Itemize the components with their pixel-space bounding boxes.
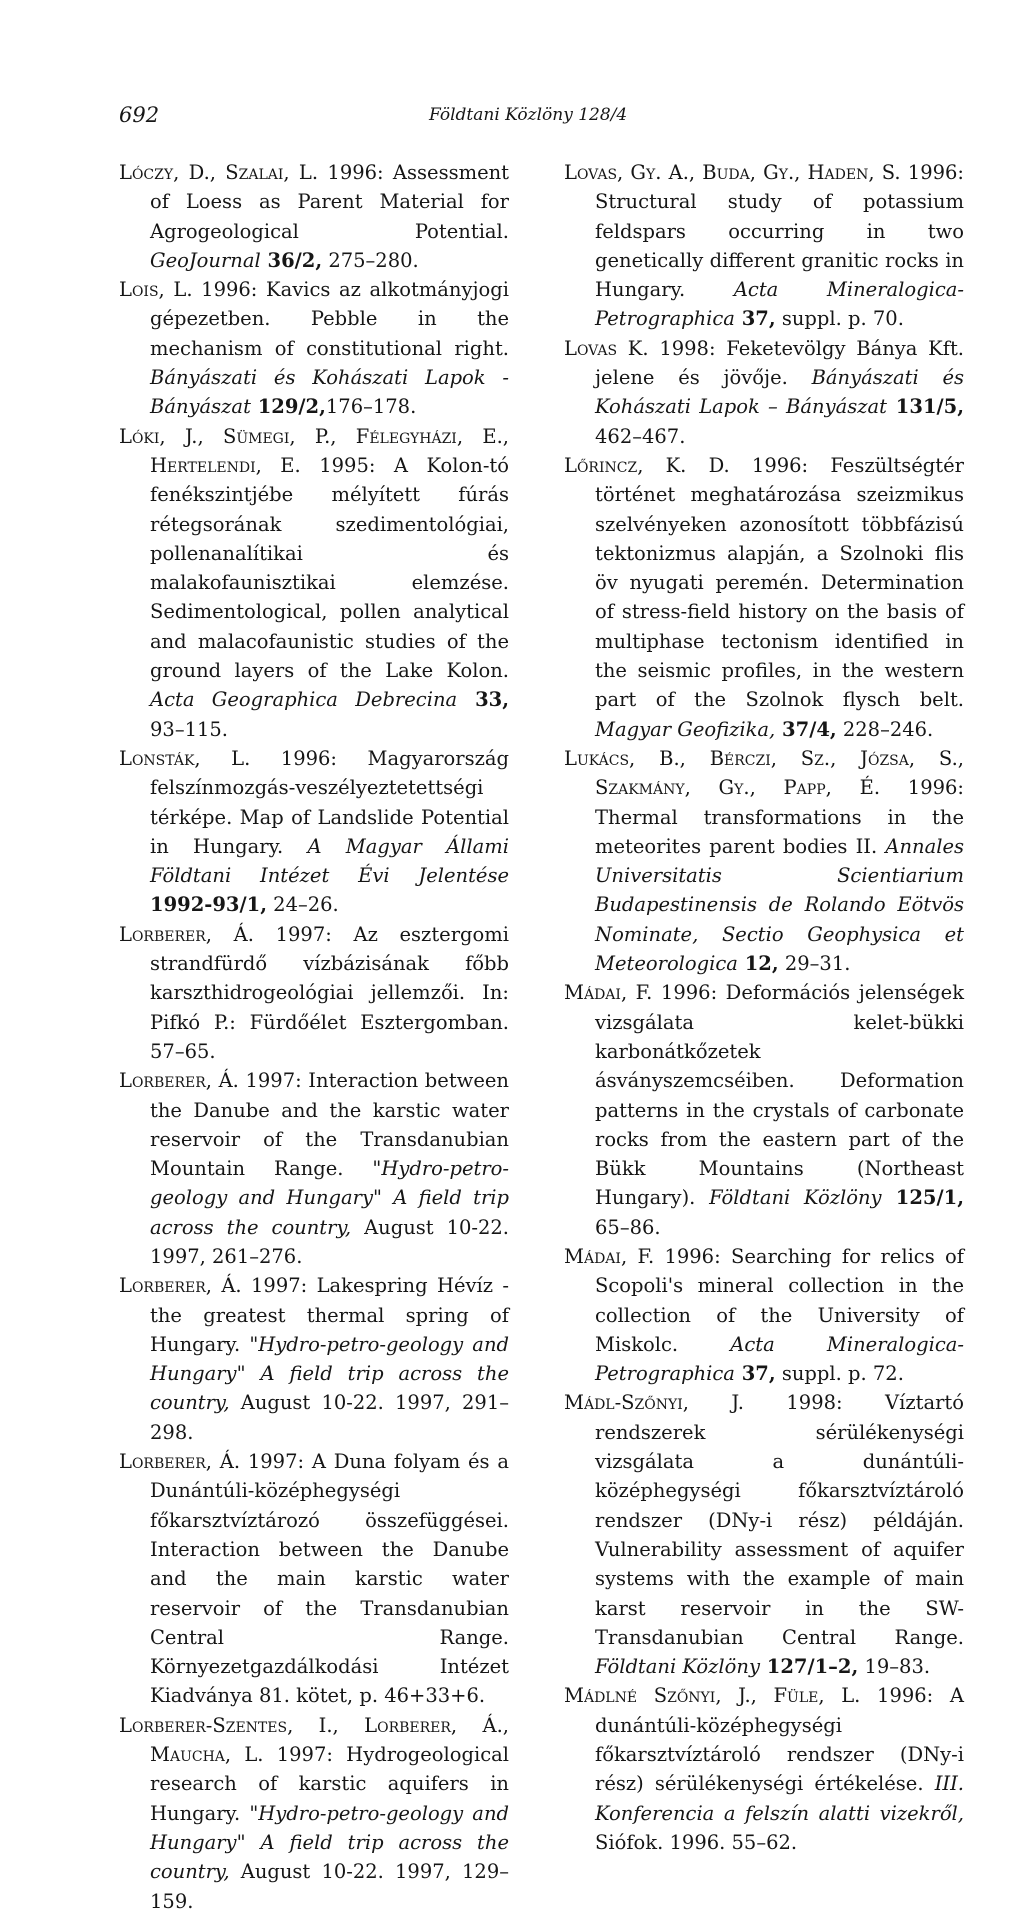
- ref-authors: Lovas K.: [564, 336, 649, 360]
- reference-entry: [564, 158, 964, 334]
- ref-text: 1996: Kavics az alkotmányjogi gépezetben. Pebble in the mechanism of constitutional right.: [150, 278, 509, 360]
- reference-entry: [564, 744, 964, 978]
- journal-title: Földtani Közlöny 128/4: [429, 105, 628, 125]
- ref-source: Annales Universitatis Scientiarium Budapestinensis de Rolando Eötvös Nominate, Sectio Geophysica et Meteorologica: [595, 834, 964, 976]
- ref-volume: 127/1–2,: [760, 1655, 859, 1679]
- ref-pages: August 10-22. 1997, 291–298.: [150, 1391, 509, 1444]
- ref-authors: Mádl-Szőnyi, J.: [564, 1391, 744, 1415]
- ref-text: 1997: Az esztergomi strandfürdő vízbázisának főbb karszthidrogeológiai jellemzői. In: Pifkó P.: Fürdőélet Esztergomban. 57–65.: [150, 922, 509, 1063]
- ref-text: 1996: Searching for relics of Scopoli's mineral collection in the collection of the University of Miskolc.: [595, 1244, 965, 1356]
- ref-pages: 19–83.: [858, 1655, 931, 1679]
- ref-pages: suppl. p. 70.: [775, 307, 904, 331]
- reference-entry: [119, 1711, 509, 1916]
- reference-entry: [119, 744, 509, 920]
- ref-text: 1996: Magyarország felszínmozgás-veszélyeztetettségi térképe. Map of Landslide Potential in Hungary.: [150, 746, 509, 858]
- right-column: [564, 158, 964, 1857]
- ref-volume: 33,: [457, 688, 510, 712]
- reference-entry: [564, 1388, 964, 1681]
- ref-source: Bányászati és Kohászati Lapok - Bányászat: [150, 366, 509, 419]
- ref-volume: 37,: [734, 307, 776, 331]
- reference-entry: [564, 1681, 964, 1857]
- ref-volume: 36/2,: [260, 248, 323, 272]
- ref-source: GeoJournal: [150, 248, 261, 272]
- page-number: 692: [119, 103, 160, 127]
- left-column: [119, 158, 509, 1916]
- ref-text: 1997: Interaction between the Danube and the karstic water reservoir of the Transdanubian Mountain Range.: [150, 1069, 509, 1181]
- ref-pages: 24–26.: [266, 893, 339, 917]
- reference-entry: [564, 334, 964, 451]
- ref-pages: 65–86.: [595, 1215, 661, 1239]
- ref-source: Földtani Közlöny: [595, 1655, 760, 1679]
- ref-authors: Lorberer, Á.: [119, 922, 254, 946]
- ref-authors: Lorberer-Szentes, I., Lorberer, Á., Maucha, L.: [119, 1713, 509, 1767]
- reference-entry: [119, 158, 509, 275]
- ref-pages: 93–115.: [150, 717, 228, 741]
- ref-pages: 228–246.: [836, 717, 934, 741]
- ref-authors: Lőrincz, K. D.: [564, 453, 730, 477]
- ref-text: 1997: Hydrogeological research of karstic aquifers in Hungary.: [150, 1743, 509, 1825]
- ref-authors: Mádai, F.: [564, 981, 653, 1005]
- ref-pages: 275–280.: [322, 248, 419, 272]
- reference-entry: [119, 1447, 509, 1711]
- ref-pages: 29–31.: [778, 952, 851, 976]
- ref-authors: Lonsták, L.: [119, 746, 251, 770]
- ref-pages: Siófok. 1996. 55–62.: [595, 1830, 798, 1854]
- page-header: [119, 103, 909, 133]
- reference-entry: [119, 422, 509, 744]
- ref-volume: 131/5,: [886, 395, 964, 419]
- ref-authors: Lorberer, Á.: [119, 1450, 241, 1474]
- ref-authors: Lorberer, Á.: [119, 1069, 239, 1093]
- ref-authors: Lorberer, Á.: [119, 1274, 242, 1298]
- reference-entry: [119, 275, 509, 421]
- ref-volume: 129/2,: [250, 395, 326, 419]
- reference-entry: [564, 451, 964, 744]
- ref-pages: 176–178.: [325, 395, 417, 419]
- ref-text: 1995: A Kolon-tó fenékszintjébe mélyített fúrás rétegsorának szedimentológiai, pollenanalítikai és malakofaunisztikai elemzése. Sedimentological, pollen analytical and malacofaunistic studies of the ground layers of the Lake Kolon.: [150, 453, 509, 683]
- reference-entry: [119, 920, 509, 1066]
- ref-volume: 125/1,: [881, 1186, 964, 1210]
- ref-text: 1996: Deformációs jelenségek vizsgálata kelet-bükki karbonátkőzetek ásványszemcséiben. Deformation patterns in the crystals of carbonate rocks from the eastern part of the Bükk Mountains (Northeast Hungary).: [595, 981, 965, 1210]
- ref-authors: Mádlné Szőnyi, J., Füle, L.: [564, 1684, 861, 1708]
- ref-source: "Hydro-petro-geology and Hungary" A field trip across the country,: [150, 1801, 509, 1884]
- ref-volume: 12,: [737, 952, 779, 976]
- ref-source: III. Konferencia a felszín alatti vizekről,: [595, 1772, 964, 1825]
- reference-entry: [119, 1271, 509, 1447]
- ref-source: Bányászati és Kohászati Lapok – Bányászat: [595, 366, 964, 419]
- ref-pages: suppl. p. 72.: [775, 1362, 904, 1386]
- ref-source: "Hydro-petro-geology and Hungary" A field trip across the country,: [150, 1157, 509, 1239]
- ref-source: Acta Mineralogica-Petrographica: [595, 1332, 965, 1386]
- ref-text: 1996: Assessment of Loess as Parent Material for Agrogeological Potential.: [150, 161, 510, 243]
- ref-volume: 37,: [734, 1362, 776, 1386]
- ref-source: Acta Mineralogica-Petrographica: [595, 278, 964, 331]
- ref-source: Földtani Közlöny: [709, 1186, 882, 1210]
- reference-entry: [119, 1066, 509, 1271]
- ref-source: A Magyar Állami Földtani Intézet Évi Jelentése: [150, 834, 509, 888]
- ref-authors: Lóczy, D., Szalai, L.: [119, 161, 319, 184]
- ref-source: Magyar Geofizika,: [595, 717, 776, 741]
- ref-pages: 462–467.: [595, 424, 686, 448]
- ref-pages: August 10-22. 1997, 261–276.: [150, 1215, 509, 1268]
- ref-text: 1996: A dunántúli-középhegységi főkarsztvíztároló rendszer (DNy-i rész) sérülékenységi értékelése.: [595, 1684, 964, 1796]
- reference-entry: [564, 1242, 964, 1388]
- ref-source: "Hydro-petro-geology and Hungary" A field trip across the country,: [150, 1332, 509, 1415]
- ref-authors: Lovas, Gy. A., Buda, Gy., Haden, S.: [564, 161, 901, 184]
- ref-authors: Lois, L.: [119, 278, 193, 302]
- ref-authors: Mádai, F.: [564, 1244, 655, 1268]
- ref-pages: August 10-22. 1997, 129–159.: [150, 1860, 509, 1913]
- ref-text: 1998: Feketevölgy Bánya Kft. jelene és jövője.: [595, 336, 964, 390]
- ref-authors: Lóki, J., Sümegi, P., Félegyházi, E., Hertelendi, E.: [119, 424, 509, 477]
- reference-entry: [564, 978, 964, 1242]
- ref-text: 1998: Víztartó rendszerek sérülékenységi vizsgálata a dunántúli-középhegységi főkarsztvíztároló rendszer (DNy-i rész) példáján. Vulnerability assessment of aquifer systems with the example of main karst reservoir in the SW-Transdanubian Central Range.: [595, 1391, 964, 1649]
- ref-text: 1997: A Duna folyam és a Dunántúli-középhegységi főkarsztvíztározó összefüggései. Interaction between the Danube and the main karstic water reservoir of the Transdanubian Central Range. Környezetgazdálkodási Intézet Kiadványa 81. kötet, p. 46+33+6.: [150, 1450, 509, 1708]
- ref-authors: Lukács, B., Bérczi, Sz., Józsa, S., Szakmány, Gy., Papp, É.: [564, 746, 964, 800]
- ref-volume: 1992-93/1,: [150, 893, 267, 917]
- ref-text: 1996: Feszültségtér történet meghatározása szeizmikus szelvényeken azonosított többfázisú tektonizmus alapján, a Szolnoki flis öv nyugati peremén. Determination of stress-field history on the basis of multiphase tectonism identified in the seismic profiles, in the western part of the Szolnok flysch belt.: [595, 453, 964, 712]
- ref-text: 1997: Lakespring Hévíz - the greatest thermal spring of Hungary.: [150, 1274, 509, 1356]
- ref-text: 1996: Thermal transformations in the meteorites parent bodies II.: [595, 776, 964, 858]
- ref-source: Acta Geographica Debrecina: [150, 688, 458, 712]
- ref-volume: 37/4,: [775, 717, 837, 741]
- ref-text: 1996: Structural study of potassium feldspars occurring in two genetically different granitic rocks in Hungary.: [595, 161, 964, 302]
